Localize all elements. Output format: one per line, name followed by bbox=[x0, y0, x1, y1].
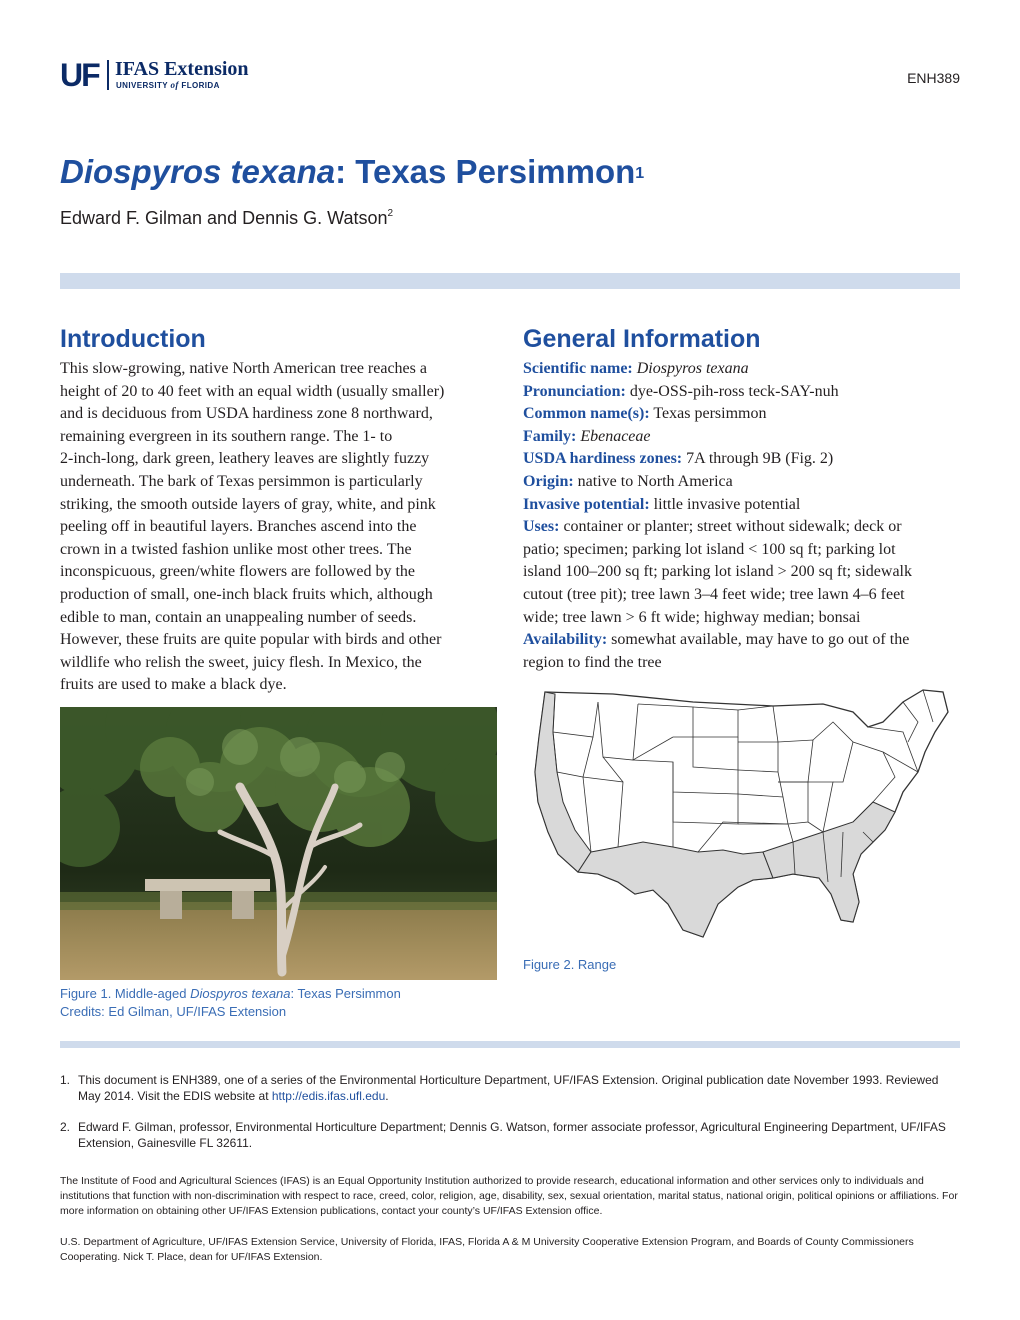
introduction-heading: Introduction bbox=[60, 325, 206, 353]
document-code: ENH389 bbox=[907, 70, 960, 86]
intro-line: 2-inch-long, dark green, leathery leaves are slightly fuzzy bbox=[60, 450, 430, 468]
intro-line: However, these fruits are quite popular with birds and other bbox=[60, 631, 442, 649]
intro-line: inconspicuous, green/white flowers are followed by the bbox=[60, 563, 416, 581]
footnote-1-number: 1. bbox=[60, 1073, 71, 1087]
usda-statement: U.S. Department of Agriculture, UF/IFAS Extension Service, University of Florida, IFAS, Florida A & M University Cooperative Extension Program, and Boards of County Commissioners Cooperating. Nick T. Place, dean for UF/IFAS Extension. bbox=[60, 1236, 914, 1263]
hardiness-zones: USDA hardiness zones: 7A through 9B (Fig. 2) bbox=[523, 450, 834, 468]
range-map bbox=[523, 682, 963, 950]
university-name: UNIVERSITY of FLORIDA bbox=[116, 80, 220, 90]
figure-1-caption bbox=[60, 985, 401, 1021]
uses-line: island 100–200 sq ft; parking lot island > 200 sq ft; sidewalk bbox=[523, 563, 912, 581]
common-name: Common name(s): Texas persimmon bbox=[523, 405, 767, 423]
intro-line: edible to man, contain an unappealing number of seeds. bbox=[60, 608, 417, 626]
origin: Origin: native to North America bbox=[523, 472, 733, 490]
page-title: Diospyros texana: Texas Persimmon$^1$ bbox=[60, 153, 645, 190]
org-name: IFAS Extension bbox=[115, 58, 249, 80]
general-info-list bbox=[523, 358, 963, 674]
uses-line: cutout (tree pit); tree lawn 3–4 feet wide; tree lawn 4–6 feet bbox=[523, 585, 905, 603]
intro-line: crown in a twisted fashion unlike most other trees. The bbox=[60, 540, 412, 558]
availability: Availability: somewhat available, may have to go out of the bbox=[523, 631, 910, 649]
header-band bbox=[60, 273, 960, 289]
intro-line: fruits are used to make a black dye. bbox=[60, 676, 287, 694]
intro-line: striking, the smooth outside layers of gray, white, and pink bbox=[60, 495, 436, 513]
authors: Edward F. Gilman and Dennis G. Watson$^2$ bbox=[60, 208, 394, 228]
footnote-2-text: Edward F. Gilman, professor, Environmental Horticulture Department; Dennis G. Watson, former associate professor, Agricultural Engineering Department, UF/IFAS Extension, Gainesville FL 32611. bbox=[78, 1120, 946, 1150]
figure-1-credits: Credits: Ed Gilman, UF/IFAS Extension bbox=[60, 1004, 287, 1019]
introduction-text bbox=[60, 358, 500, 697]
footnote-2-number: 2. bbox=[60, 1120, 71, 1134]
equal-opportunity-statement: The Institute of Food and Agricultural Sciences (IFAS) is an Equal Opportunity Institution authorized to provide research, educational information and other services only to individuals and institutions that function with non-discrimination with respect to race, creed, color, religion, age, disability, sex, sexual orientation, marital status, national origin, political opinions or affiliations. For more information on obtaining other UF/IFAS Extension publications, contact your county’s UF/IFAS Extension office. bbox=[60, 1175, 958, 1217]
ufifas-logo bbox=[60, 58, 300, 94]
intro-line: peeling off in beautiful layers. Branches ascend into the bbox=[60, 518, 417, 536]
intro-line: height of 20 to 40 feet with an equal width (usually smaller) bbox=[60, 382, 445, 400]
uses: Uses: container or planter; street without sidewalk; deck or bbox=[523, 518, 902, 536]
edis-link[interactable]: http://edis.ifas.ufl.edu bbox=[271, 1089, 386, 1103]
invasive-potential: Invasive potential: little invasive potential bbox=[523, 495, 801, 513]
figure-1-title: Figure 1. Middle-aged Diospyros texana: Texas Persimmon bbox=[60, 986, 401, 1001]
intro-line: This slow-growing, native North American tree reaches a bbox=[60, 360, 427, 377]
scientific-name: Scientific name: Diospyros texana bbox=[523, 360, 749, 377]
availability-line: region to find the tree bbox=[523, 653, 662, 671]
logo-divider bbox=[107, 60, 109, 90]
intro-line: production of small, one-inch black fruits which, although bbox=[60, 585, 433, 603]
us-range-map bbox=[523, 682, 963, 950]
pronunciation: Pronunciation: dye-OSS-pih-ross teck-SAY-nuh bbox=[523, 382, 839, 400]
general-info-heading: General Information bbox=[523, 325, 761, 353]
uses-line: wide; tree lawn > 6 ft wide; highway median; bonsai bbox=[523, 608, 861, 626]
footer-band bbox=[60, 1041, 960, 1048]
tree-photo bbox=[60, 707, 497, 980]
uf-mark: UF bbox=[60, 57, 99, 93]
family: Family: Ebenaceae bbox=[523, 427, 651, 445]
intro-line: wildlife who relish the sweet, juicy flesh. In Mexico, the bbox=[60, 653, 422, 671]
intro-line: remaining evergreen in its southern range. The 1- to bbox=[60, 427, 393, 445]
figure-2-caption: Figure 2. Range bbox=[523, 957, 617, 972]
intro-line: underneath. The bark of Texas persimmon is particularly bbox=[60, 472, 423, 490]
footnote-1-text: This document is ENH389, one of a series of the Environmental Horticulture Department, UF/IFAS Extension. Original publication date November 1993. Reviewed May 2014. Visit the EDIS website at http://edis.ifas.ufl.edu. bbox=[78, 1073, 939, 1103]
range-southwest bbox=[578, 842, 773, 937]
uses-line: patio; specimen; parking lot island < 100 sq ft; parking lot bbox=[523, 540, 896, 558]
intro-line: and is deciduous from USDA hardiness zone 8 northward, bbox=[60, 405, 433, 423]
tree-photo-illustration bbox=[60, 707, 497, 980]
